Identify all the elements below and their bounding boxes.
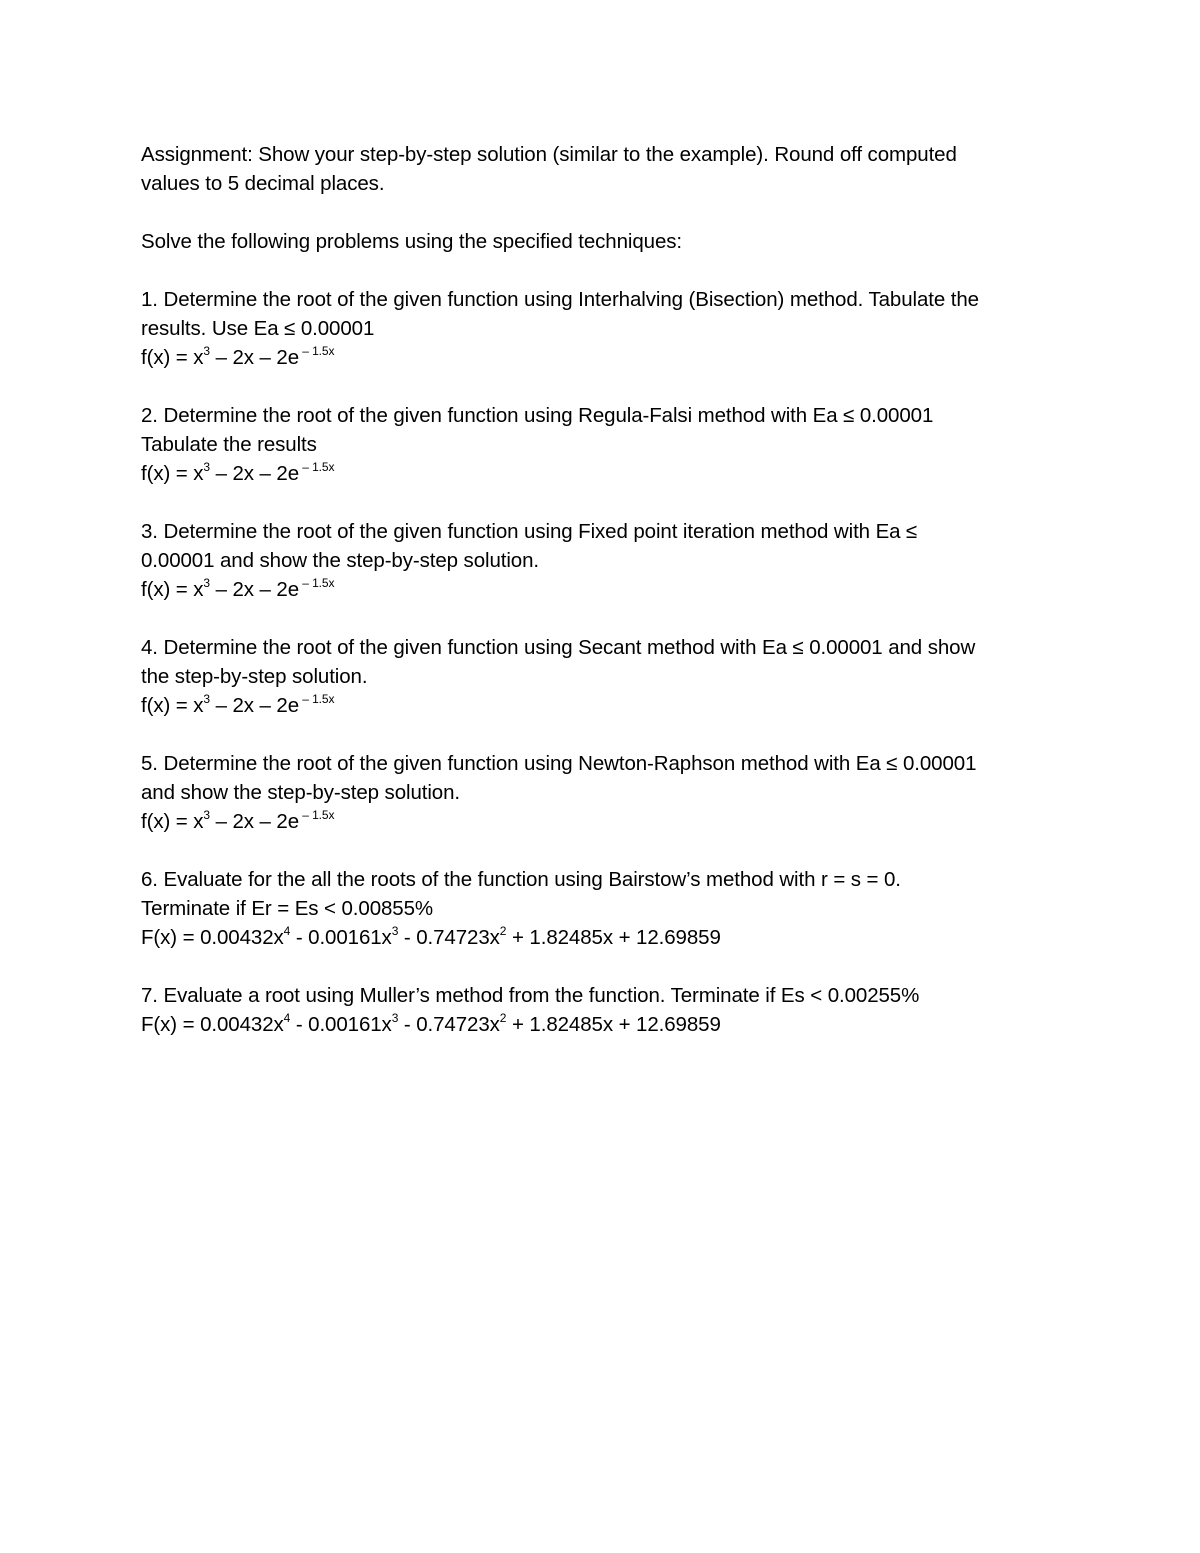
problem-4-line-2: the step-by-step solution. [141,665,368,688]
problem-2-line-1: 2. Determine the root of the given function using Regula-Falsi method with Ea ≤ 0.00001 [141,404,934,427]
problem-3-equation: $f(x) = x^3 - 2x - 2e$ $^{- 1.5x}$ [141,576,335,601]
intro-line-1: Assignment: Show your step-by-step solution (similar to the example). Round off computed [141,143,957,166]
problem-7 [141,981,1081,1039]
problem-5-line-2: and show the step-by-step solution. [141,781,460,804]
problem-6-equation: $F(x) = 0.00432x^4 - 0.00161x^3 - 0.74723x^2 + 1.82485x + 12.69859$ [141,924,721,949]
problem-5 [141,749,1081,836]
problem-6-line-1: 6. Evaluate for the all the roots of the function using Bairstow’s method with r = s = 0. [141,868,901,891]
problem-7-line-1: 7. Evaluate a root using Muller’s method from the function. Terminate if Es < 0.00255% [141,984,920,1007]
problem-4-equation: $f(x) = x^3 - 2x - 2e$ $^{- 1.5x}$ [141,692,335,717]
problem-1-equation: $f(x) = x^3 - 2x - 2e$ $^{- 1.5x}$ [141,344,335,369]
intro-line-2: values to 5 decimal places. [141,172,385,195]
problem-1-line-2: results. Use Ea ≤ 0.00001 [141,317,375,340]
problem-2 [141,401,1081,488]
problem-1-line-1: 1. Determine the root of the given function using Interhalving (Bisection) method. Tabulate the [141,288,979,311]
problem-1 [141,285,1081,372]
problem-4-line-1: 4. Determine the root of the given function using Secant method with Ea ≤ 0.00001 and show [141,636,976,659]
problem-7-equation: $F(x) = 0.00432x^4 - 0.00161x^3 - 0.74723x^2 + 1.82485x + 12.69859$ [141,1011,721,1036]
problem-2-equation: $f(x) = x^3 - 2x - 2e$ $^{- 1.5x}$ [141,460,335,485]
instruction-text: Solve the following problems using the specified techniques: [141,230,682,253]
problem-3-line-2: 0.00001 and show the step-by-step solution. [141,549,539,572]
document-page [141,140,1081,1039]
problem-3 [141,517,1081,604]
problem-2-line-2: Tabulate the results [141,433,317,456]
problem-4 [141,633,1081,720]
problem-5-equation: $f(x) = x^3 - 2x - 2e$ $^{- 1.5x}$ [141,808,335,833]
problem-6 [141,865,1081,952]
problem-3-line-1: 3. Determine the root of the given function using Fixed point iteration method with Ea ≤ [141,520,918,543]
problem-5-line-1: 5. Determine the root of the given function using Newton-Raphson method with Ea ≤ 0.00001 [141,752,977,775]
problem-6-line-2: Terminate if Er = Es < 0.00855% [141,897,434,920]
